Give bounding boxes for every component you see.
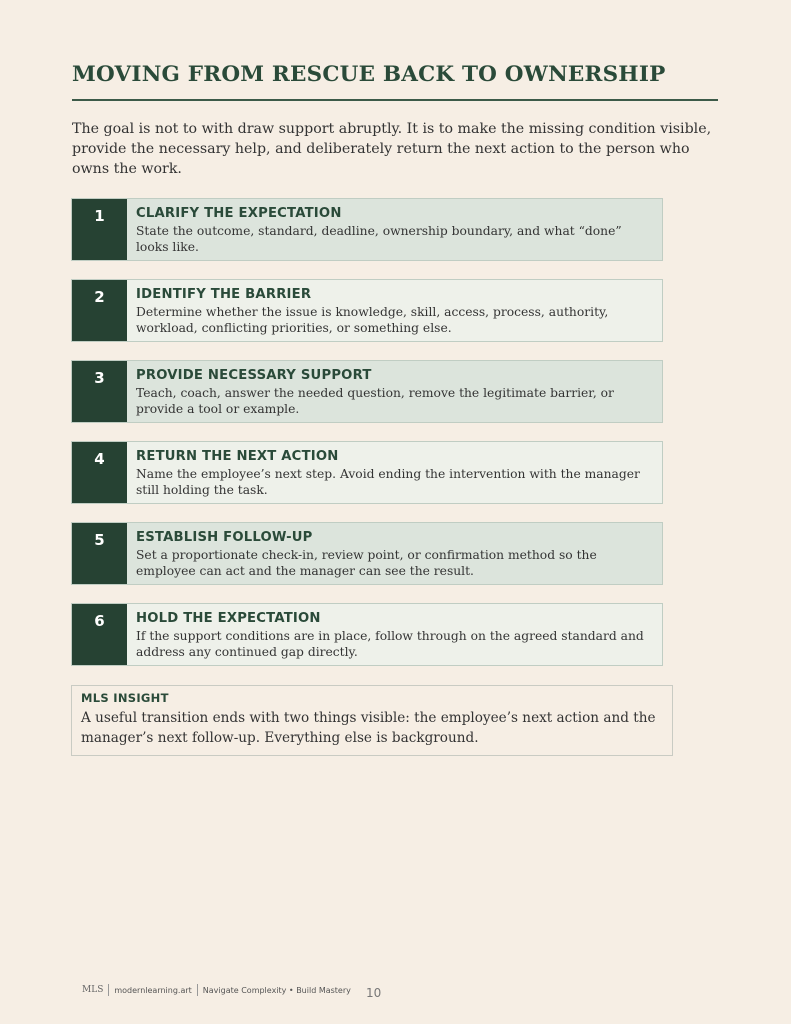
step-card xyxy=(71,279,663,342)
insight-label: MLS INSIGHT xyxy=(81,691,169,705)
step-card xyxy=(71,603,663,666)
step-number: 2 xyxy=(72,280,127,341)
step-card xyxy=(71,360,663,423)
footer-site: modernlearning.art xyxy=(114,985,192,995)
step-text: Teach, coach, answer the needed question, remove the legitimate barrier, or provide a tool or example. xyxy=(136,386,614,416)
mls-logo: MLS xyxy=(82,985,104,995)
step-title: CLARIFY THE EXPECTATION xyxy=(136,206,342,221)
step-title: RETURN THE NEXT ACTION xyxy=(136,449,339,464)
step-number: 4 xyxy=(72,442,127,503)
step-body xyxy=(127,442,662,503)
step-title: IDENTIFY THE BARRIER xyxy=(136,287,312,302)
step-text: Name the employee’s next step. Avoid ending the intervention with the manager still holding the task. xyxy=(136,467,640,497)
footer-separator xyxy=(197,984,198,996)
step-body xyxy=(127,361,662,422)
step-body xyxy=(127,604,662,665)
step-text: If the support conditions are in place, follow through on the agreed standard and address any continued gap directly. xyxy=(136,629,644,659)
intro-paragraph: The goal is not to with draw support abruptly. It is to make the missing condition visible, provide the necessary help, and deliberately return the next action to the person who owns the work. xyxy=(72,121,712,177)
page-number: 10 xyxy=(366,986,382,1000)
step-card xyxy=(71,198,663,261)
insight-text: A useful transition ends with two things visible: the employee’s next action and the manager’s next follow-up. Everything else is background. xyxy=(81,710,656,746)
step-title: ESTABLISH FOLLOW-UP xyxy=(136,530,313,545)
step-number: 1 xyxy=(72,199,127,260)
insight-box xyxy=(71,685,673,756)
step-number: 6 xyxy=(72,604,127,665)
step-title: HOLD THE EXPECTATION xyxy=(136,611,321,626)
step-text: State the outcome, standard, deadline, ownership boundary, and what “done” looks like. xyxy=(136,224,622,254)
title-divider xyxy=(72,99,718,101)
step-card xyxy=(71,522,663,585)
step-body xyxy=(127,280,662,341)
step-body xyxy=(127,523,662,584)
step-number: 5 xyxy=(72,523,127,584)
steps-list xyxy=(71,198,663,684)
footer-separator xyxy=(108,984,109,996)
step-text: Set a proportionate check-in, review point, or confirmation method so the employee can act and the manager can see the result. xyxy=(136,548,597,578)
step-text: Determine whether the issue is knowledge, skill, access, process, authority, workload, conflicting priorities, or something else. xyxy=(136,305,609,335)
step-body xyxy=(127,199,662,260)
step-card xyxy=(71,441,663,504)
footer-brand xyxy=(82,984,351,996)
footer-tagline: Navigate Complexity • Build Mastery xyxy=(202,985,351,995)
page-title: MOVING FROM RESCUE BACK TO OWNERSHIP xyxy=(72,62,666,87)
step-number: 3 xyxy=(72,361,127,422)
step-title: PROVIDE NECESSARY SUPPORT xyxy=(136,368,372,383)
